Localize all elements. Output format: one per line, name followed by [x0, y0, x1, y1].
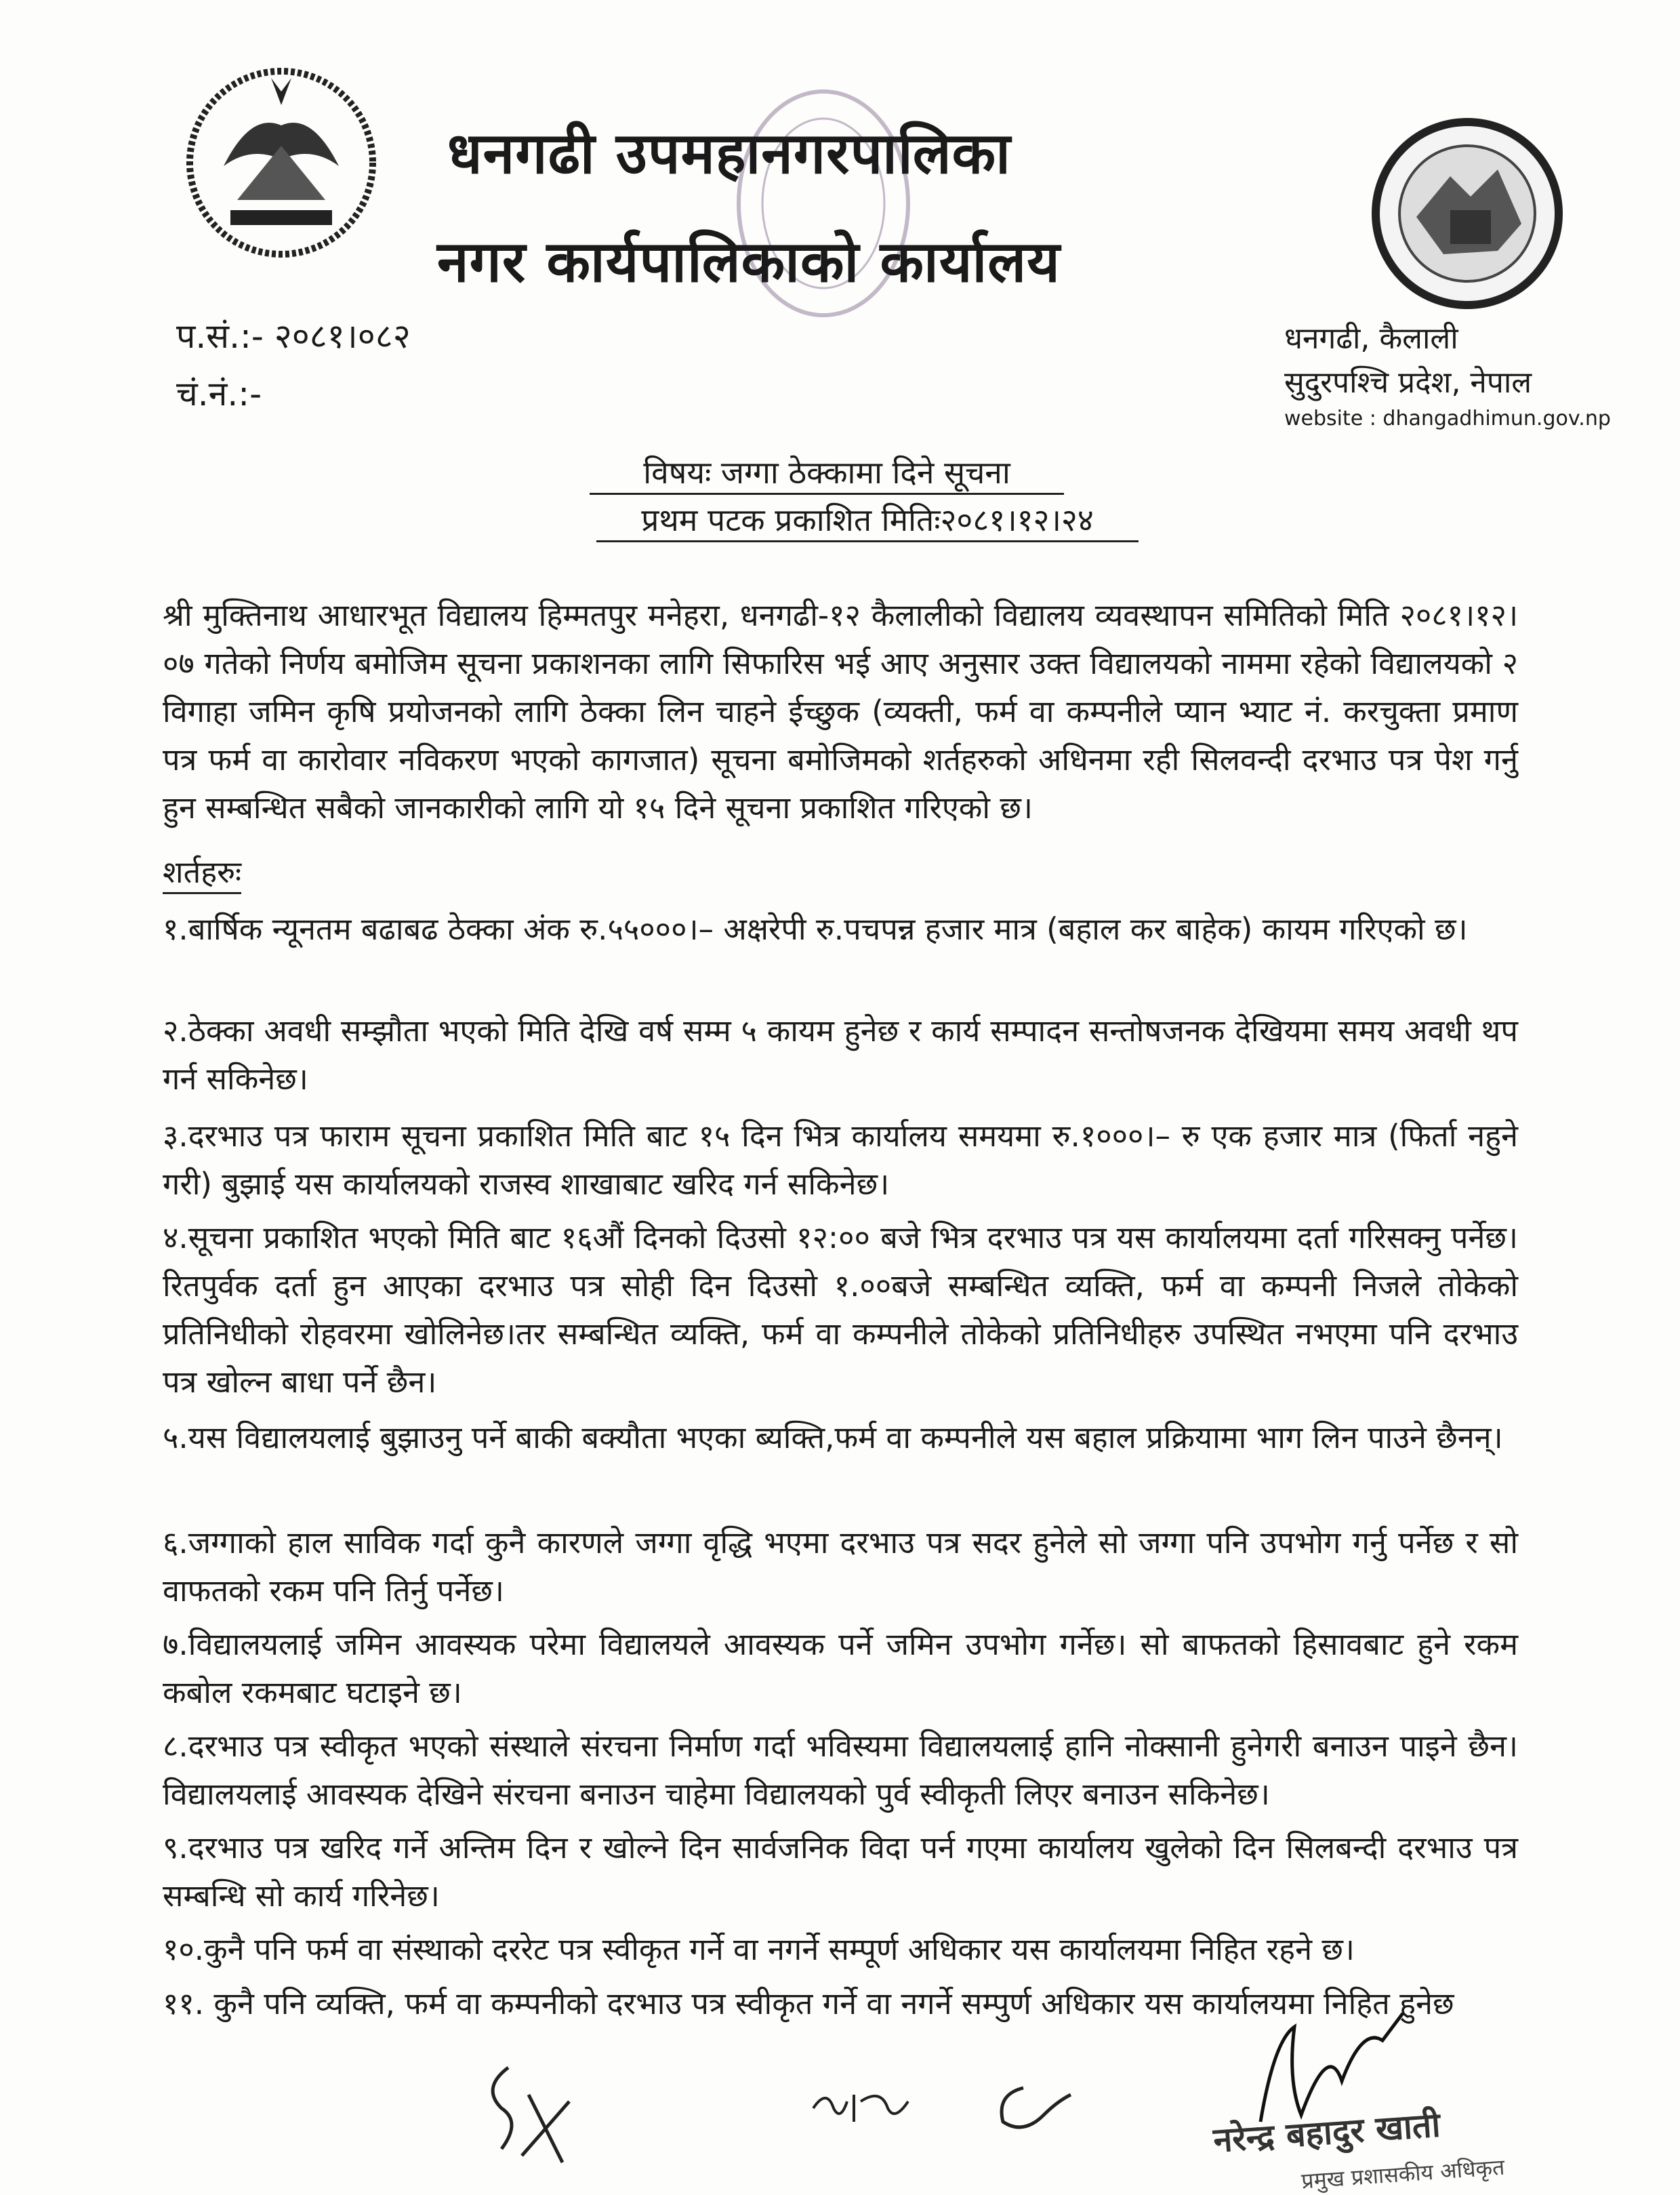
subject-line	[590, 451, 1064, 495]
subject-text: विषयः जग्गा ठेक्कामा दिने सूचना	[643, 454, 1010, 491]
reference-number: प.सं.:- २०८१।०८२	[176, 317, 411, 356]
terms-heading: शर्तहरुः	[163, 851, 241, 894]
term-item-6: ६.जग्गाको हाल साविक गर्दा कुनै कारणले जग्गा वृद्धि भएमा दरभाउ पत्र सदर हुनेले सो जग्गा पनि उपभोग गर्नु पर्नेछ र सो वाफतको रकम पनि तिर्नु पर्नेछ।	[163, 1525, 1518, 1609]
office-title-line2: नगर कार्यपालिकाको कार्यालय	[437, 228, 1061, 295]
address-line1: धनगढी, कैलाली	[1284, 321, 1458, 356]
published-date-line	[596, 498, 1139, 542]
notice-intro: श्री मुक्तिनाथ आधारभूत विद्यालय हिम्मतपुर मनेहरा, धनगढी-१२ कैलालीको विद्यालय व्यवस्थापन समितिको मिति २०८१।१२।०७ गतेको निर्णय बमोजिम सूचना प्रकाशनका लागि सिफारिस भई आए अनुसार उक्त विद्यालयको नाममा रहेको विद्यालयको २ विगाहा जमिन कृषि प्रयोजनको लागि ठेक्का लिन चाहने ईच्छुक (व्यक्ती, फर्म वा कम्पनीले प्यान भ्याट नं. करचुक्ता प्रमाण पत्र फर्म वा कारोवार नविकरण भएको कागजात) सूचना बमोजिमको शर्तहरुको अधिनमा रही सिलवन्दी दरभाउ पत्र पेश गर्नु हुन सम्बन्धित सबैको जानकारीको लागि यो १५ दिने सूचना प्रकाशित गरिएको छ।	[163, 597, 1518, 826]
term-item-7: ७.विद्यालयलाई जमिन आवस्यक परेमा विद्यालयले आवस्यक पर्ने जमिन उपभोग गर्नेछ। सो बाफतको हिसावबाट हुने रकम कबोल रकमबाट घटाइने छ।	[163, 1626, 1518, 1710]
term-item-10: १०.कुनै पनि फर्म वा संस्थाको दररेट पत्र स्वीकृत गर्ने वा नगर्ने सम्पूर्ण अधिकार यस कार्यालयमा निहित रहने छ।	[163, 1931, 1355, 1967]
website: website : dhangadhimun.gov.np	[1284, 407, 1611, 430]
published-date-text: प्रथम पटक प्रकाशित मितिः२०८१।१२।२४	[641, 502, 1094, 538]
term-item-4: ४.सूचना प्रकाशित भएको मिति बाट १६औं दिनको दिउसो १२:०० बजे भित्र दरभाउ पत्र यस कार्यालयमा दर्ता गरिसक्नु पर्नेछ।रितपुर्वक दर्ता हुन आएका दरभाउ पत्र सोही दिन दिउसो १.००बजे सम्बन्धित व्यक्ति, फर्म वा कम्पनी निजले तोकेको प्रतिनिधीको रोहवरमा खोलिनेछ।तर सम्बन्धित व्यक्ति, फर्म वा कम्पनीले तोकेको प्रतिनिधीहरु उपस्थित नभएमा पनि दरभाउ पत्र खोल्न बाधा पर्ने छैन।	[163, 1220, 1518, 1400]
signatory-title: प्रमुख प्रशासकीय अधिकृत	[1300, 2154, 1506, 2194]
municipality-emblem	[1369, 115, 1565, 312]
handwritten-initials	[806, 2081, 922, 2135]
nepal-emblem	[183, 64, 380, 261]
term-item-9: ९.दरभाउ पत्र खरिद गर्ने अन्तिम दिन र खोल्ने दिन सार्वजनिक विदा पर्न गएमा कार्यालय खुलेको दिन सिलबन्दी दरभाउ पत्र सम्बन्धि सो कार्य गरिनेछ।	[163, 1830, 1518, 1914]
term-item-11: ११. कुनै पनि व्यक्ति, फर्म वा कम्पनीको दरभाउ पत्र स्वीकृत गर्ने वा नगर्ने सम्पुर्ण अधिकार यस कार्यालयमा निहित हुनेछ	[163, 1986, 1454, 2021]
term-item-1: १.बार्षिक न्यूनतम बढाबढ ठेक्का अंक रु.५५०००।– अक्षरेपी रु.पचपन्न हजार मात्र (बहाल कर बाहेक) कायम गरिएको छ।	[163, 911, 1468, 947]
handwritten-mark	[983, 2068, 1078, 2142]
term-item-8: ८.दरभाउ पत्र स्वीकृत भएको संस्थाले संरचना निर्माण गर्दा भविस्यमा विद्यालयलाई हानि नोक्सानी हुनेगरी बनाउन पाइने छैन। विद्यालयलाई आवस्यक देखिने संरचना बनाउन चाहेमा विद्यालयको पुर्व स्वीकृती लिएर बनाउन सकिनेछ।	[163, 1728, 1518, 1812]
office-title-line1: धनगढी उपमहानगरपालिका	[447, 120, 1011, 186]
term-item-2: २.ठेक्का अवधी सम्झौता भएको मिति देखि वर्ष सम्म ५ कायम हुनेछ र कार्य सम्पादन सन्तोषजनक देखियमा समय अवधी थप गर्न सकिनेछ।	[163, 1013, 1518, 1097]
address-line2: सुदुरपश्चि प्रदेश, नेपाल	[1284, 365, 1532, 400]
signatory-name: नरेन्द्र बहादुर खाती	[1212, 2105, 1442, 2160]
term-item-3: ३.दरभाउ पत्र फाराम सूचना प्रकाशित मिति बाट १५ दिन भित्र कार्यालय समयमा रु.१०००।– रु एक हजार मात्र (फिर्ता नहुने गरी) बुझाई यस कार्यालयको राजस्व शाखाबाट खरिद गर्न सकिनेछ।	[163, 1118, 1518, 1202]
dispatch-number: चं.नं.:-	[176, 374, 262, 414]
handwritten-signature-1	[461, 2047, 596, 2169]
term-item-5: ५.यस विद्यालयलाई बुझाउनु पर्ने बाकी बक्यौता भएका ब्यक्ति,फर्म वा कम्पनीले यस बहाल प्रक्रियामा भाग लिन पाउने छैनन्।	[163, 1419, 1503, 1455]
